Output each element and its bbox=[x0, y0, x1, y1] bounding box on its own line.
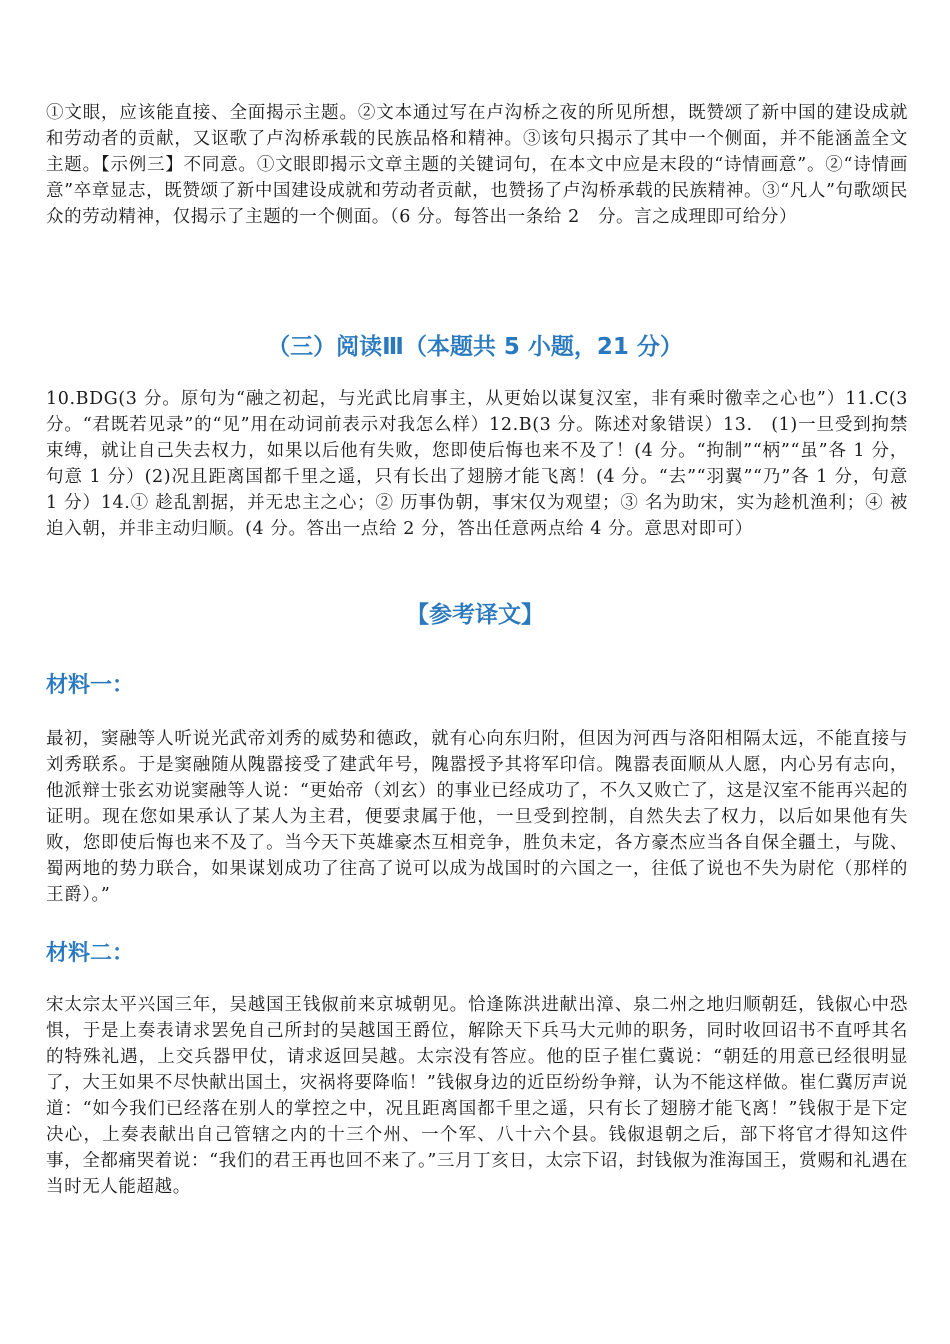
answer-paragraph-part2-tail: ①文眼，应该能直接、全面揭示主题。②文本通过写在卢沟桥之夜的所见所想，既赞颂了新中国的建设成就和劳动者的贡献，又讴歌了卢沟桥承载的民族品格和精神。③该句只揭示了其中一个侧面，并不能涵盖全文主题。【示例三】不同意。①文眼即揭示文章主题的关键词句，在本文中应是末段的“诗情画意”。②“诗情画意”卒章显志，既赞颂了新中国建设成就和劳动者贡献，也赞扬了卢沟桥承载的民族精神。③“凡人”句歌颂民众的劳动精神，仅揭示了主题的一个侧面。（6 分。每答出一条给 2 分。言之成理即可给分） bbox=[46, 103, 908, 227]
material-1-text: 最初，窦融等人听说光武帝刘秀的威势和德政，就有心向东归附，但因为河西与洛阳相隔太远，不能直接与刘秀联系。于是窦融随从隗嚣接受了建武年号，隗嚣授予其将军印信。隗嚣表面顺从人愿，内心另有志向，他派辩士张玄劝说窦融等人说：“更始帝（刘玄）的事业已经成功了，不久又败亡了，这是汉室不能再兴起的证明。现在您如果承认了某人为主君，便要隶属于他，一旦受到控制，自然失去了权力，以后如果他有失败，您即使后悔也来不及了。当今天下英雄豪杰互相竞争，胜负未定，各方豪杰应当各自保全疆土，与陇、蜀两地的势力联合，如果谋划成功了往高了说可以成为战国时的六国之一，往低了说也不失为尉佗（那样的王爵）。” bbox=[46, 729, 908, 905]
material-2-heading: 材料二： bbox=[46, 941, 135, 966]
material-1-heading: 材料一： bbox=[46, 673, 135, 698]
section-3-heading: （三）阅读Ⅲ（本题共 5 小题，21 分） bbox=[267, 334, 683, 360]
material-2-text: 宋太宗太平兴国三年，吴越国王钱俶前来京城朝见。恰逢陈洪进献出漳、泉二州之地归顺朝廷，钱俶心中恐惧，于是上奏表请求罢免自己所封的吴越国王爵位，解除天下兵马大元帅的职务，同时收回诏书不直呼其名的特殊礼遇，上交兵器甲仗，请求返回吴越。太宗没有答应。他的臣子崔仁冀说：“朝廷的用意已经很明显了，大王如果不尽快献出国土，灾祸将要降临！”钱俶身边的近臣纷纷争辩，认为不能这样做。崔仁冀厉声说道：“如今我们已经落在别人的掌控之中，况且距离国都千里之遥，只有长了翅膀才能飞离！”钱俶于是下定决心，上奏表献出自己管辖之内的十三个州、一个军、八十六个县。钱俶退朝之后，部下将官才得知这件事，全都痛哭着说：“我们的君王再也回不来了。”三月丁亥日，太宗下诏，封钱俶为淮海国王，赏赐和礼遇在当时无人能超越。 bbox=[46, 995, 908, 1197]
section-3-answers: 10.BDG(3 分。原句为“融之初起，与光武比肩事主，从更始以谋复汉室，非有乘时徼幸之心也”）11.C(3 分。“君既若见录”的“见”用在动词前表示对我怎么样）12.B(3 分。陈述对象错误）13. (1)一旦受到拘禁束缚，就让自己失去权力，如果以后他有失败，您即使后悔也来不及了！(4 分。“拘制”“柄”“虽”各 1 分，句意 1 分）(2)况且距离国都千里之遥，只有长出了翅膀才能飞离！(4 分。“去”“羽翼”“乃”各 1 分，句意 1 分）14.① 趁乱割据，并无忠主之心；② 历事伪朝，事宋仅为观望；③ 名为助宋，实为趁机渔利；④ 被迫入朝，并非主动归顺。(4 分。答出一点给 2 分，答出任意两点给 4 分。意思对即可） bbox=[46, 389, 908, 539]
reference-translation-heading: 【参考译文】 bbox=[406, 602, 544, 628]
